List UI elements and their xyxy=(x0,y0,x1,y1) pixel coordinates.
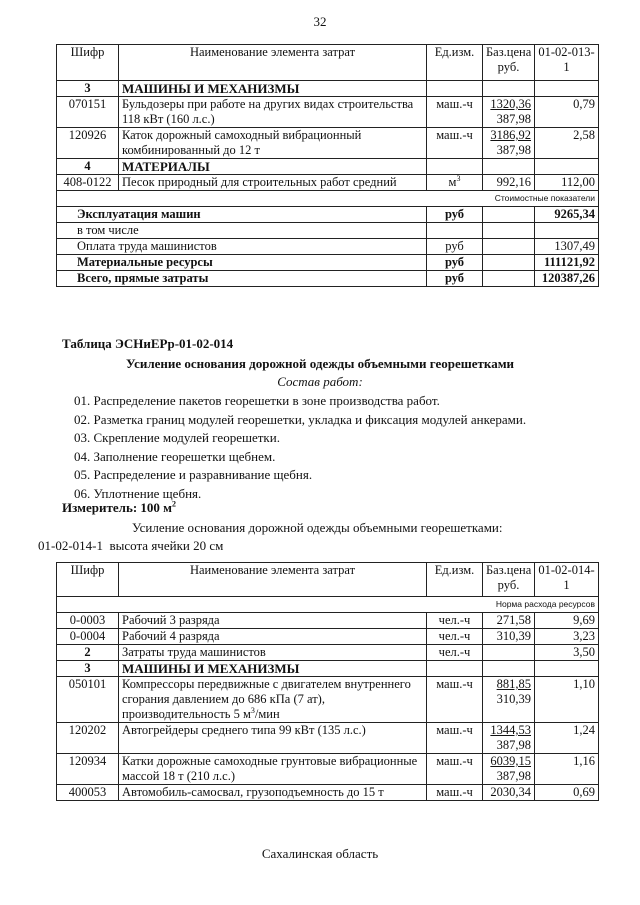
row-price: 1344,53 387,98 xyxy=(483,723,535,754)
row-name: Каток дорожный самоходный вибрационный комбинированный до 12 т xyxy=(119,128,427,159)
work-item: 03. Скрепление модулей георешетки. xyxy=(74,430,280,445)
row-value: 0,69 xyxy=(535,785,599,801)
row-price: 3186,92 387,98 xyxy=(483,128,535,159)
header-unit: Ед.изм. xyxy=(427,45,483,81)
page-number: 32 xyxy=(313,14,327,29)
total-unit: руб xyxy=(427,271,483,287)
row-value: 3,23 xyxy=(535,629,599,645)
work-item: 02. Разметка границ модулей георешетки, укладка и фиксация модулей анкерами. xyxy=(74,411,527,427)
row-code: 0-0004 xyxy=(57,629,119,645)
total-row xyxy=(57,207,599,223)
row-value: 0,79 xyxy=(535,97,599,128)
table-row xyxy=(57,677,599,723)
table-row xyxy=(57,629,599,645)
section-number: 3 xyxy=(57,661,119,677)
caption-title: Усиление основания дорожной одежды объемными георешетками: xyxy=(132,520,503,535)
work-list xyxy=(74,392,526,503)
table-title: Таблица ЭСНиЕРр-01-02-014 xyxy=(62,336,234,351)
total-label: Оплата труда машинистов xyxy=(57,239,427,255)
section-row xyxy=(57,81,599,97)
row-value: 112,00 xyxy=(535,175,599,191)
total-row xyxy=(57,223,599,239)
total-unit: руб xyxy=(427,255,483,271)
measure-unit: Измеритель: 100 $м^2$ xyxy=(62,499,177,515)
row-code: 2 xyxy=(57,645,119,661)
section-number: 4 xyxy=(57,159,119,175)
header-norm: 01-02-013-1 xyxy=(535,45,599,81)
row-unit: маш.-ч xyxy=(427,97,483,128)
row-unit: $м^3$ xyxy=(427,175,483,191)
row-value: 3,50 xyxy=(535,645,599,661)
header-unit: Ед.изм. xyxy=(427,563,483,597)
cost-table-014 xyxy=(56,562,599,801)
row-name: Рабочий 4 разряда xyxy=(119,629,427,645)
table-row xyxy=(57,97,599,128)
row-name: Затраты труда машинистов xyxy=(119,645,427,661)
row-name: Автогрейдеры среднего типа 99 кВт (135 л.с.) xyxy=(119,723,427,754)
total-label: в том числе xyxy=(57,223,427,239)
row-code: 408-0122 xyxy=(57,175,119,191)
section-title: МАШИНЫ И МЕХАНИЗМЫ xyxy=(119,81,427,97)
row-code: 070151 xyxy=(57,97,119,128)
work-item: 06. Уплотнение щебня. xyxy=(74,485,202,501)
row-code: 0-0003 xyxy=(57,613,119,629)
row-unit: маш.-ч xyxy=(427,723,483,754)
row-unit: чел.-ч xyxy=(427,629,483,645)
total-value: 111121,92 xyxy=(535,255,599,271)
row-code: 050101 xyxy=(57,677,119,723)
row-name: Песок природный для строительных работ средний xyxy=(119,175,427,191)
section-row xyxy=(57,661,599,677)
row-value: 1,24 xyxy=(535,723,599,754)
section-row xyxy=(57,159,599,175)
row-price: 1320,36 387,98 xyxy=(483,97,535,128)
work-item: 01. Распределение пакетов георешетки в зоне производства работ. xyxy=(74,393,440,408)
total-value: 1307,49 xyxy=(535,239,599,255)
row-price: 310,39 xyxy=(483,629,535,645)
norm-label: Норма расхода ресурсов xyxy=(57,597,599,613)
row-unit: маш.-ч xyxy=(427,754,483,785)
row-name: Рабочий 3 разряда xyxy=(119,613,427,629)
row-unit: маш.-ч xyxy=(427,128,483,159)
row-code: 120202 xyxy=(57,723,119,754)
table-row xyxy=(57,645,599,661)
row-price: 271,58 xyxy=(483,613,535,629)
header-code: Шифр xyxy=(57,563,119,597)
row-code: 400053 xyxy=(57,785,119,801)
total-label: Материальные ресурсы xyxy=(57,255,427,271)
table-row xyxy=(57,754,599,785)
row-code: 120926 xyxy=(57,128,119,159)
composition-label: Состав работ: xyxy=(277,374,363,389)
row-value: 9,69 xyxy=(535,613,599,629)
section-title: МАШИНЫ И МЕХАНИЗМЫ xyxy=(119,661,427,677)
row-name: Бульдозеры при работе на других видах строительства 118 кВт (160 л.с.) xyxy=(119,97,427,128)
total-row xyxy=(57,255,599,271)
row-unit: маш.-ч xyxy=(427,785,483,801)
row-value: 1,10 xyxy=(535,677,599,723)
row-unit: чел.-ч xyxy=(427,613,483,629)
table-row xyxy=(57,175,599,191)
section-number: 3 xyxy=(57,81,119,97)
row-value: 1,16 xyxy=(535,754,599,785)
cost-table-013 xyxy=(56,44,599,287)
total-row xyxy=(57,271,599,287)
row-price: 881,85 310,39 xyxy=(483,677,535,723)
table-row xyxy=(57,723,599,754)
table-row xyxy=(57,785,599,801)
table-header xyxy=(57,563,599,597)
row-price: 2030,34 xyxy=(483,785,535,801)
row-price xyxy=(483,645,535,661)
row-price: 992,16 xyxy=(483,175,535,191)
row-unit: чел.-ч xyxy=(427,645,483,661)
row-name: Компрессоры передвижные с двигателем внутреннего сгорания давлением до 686 кПа (7 ат), производительность 5 $м^3$/мин xyxy=(119,677,427,723)
total-row xyxy=(57,239,599,255)
table-header xyxy=(57,45,599,81)
table-row xyxy=(57,128,599,159)
row-value: 2,58 xyxy=(535,128,599,159)
header-price: Баз.цена руб. xyxy=(483,45,535,81)
header-norm: 01-02-014-1 xyxy=(535,563,599,597)
norm-label-row xyxy=(57,597,599,613)
work-item: 05. Распределение и разравнивание щебня. xyxy=(74,467,313,482)
total-value: 9265,34 xyxy=(535,207,599,223)
cost-indicators-row xyxy=(57,191,599,207)
page-footer: Сахалинская область xyxy=(261,846,379,861)
cost-indicators-label: Стоимостные показатели xyxy=(57,191,599,207)
header-code: Шифр xyxy=(57,45,119,81)
row-name: Автомобиль-самосвал, грузоподъемность до 15 т xyxy=(119,785,427,801)
total-label: Эксплуатация машин xyxy=(57,207,427,223)
section-title: МАТЕРИАЛЫ xyxy=(119,159,427,175)
total-unit: руб xyxy=(427,207,483,223)
row-name: Катки дорожные самоходные грунтовые вибрационные массой 18 т (210 л.с.) xyxy=(119,754,427,785)
work-item: 04. Заполнение георешетки щебнем. xyxy=(74,448,276,464)
total-label: Всего, прямые затраты xyxy=(57,271,427,287)
header-price: Баз.цена руб. xyxy=(483,563,535,597)
row-price: 6039,15 387,98 xyxy=(483,754,535,785)
header-name: Наименование элемента затрат xyxy=(119,563,427,597)
table-row xyxy=(57,613,599,629)
total-unit: руб xyxy=(427,239,483,255)
row-code: 120934 xyxy=(57,754,119,785)
header-name: Наименование элемента затрат xyxy=(119,45,427,81)
caption-code: 01-02-014-1 высота ячейки 20 см xyxy=(38,538,224,553)
row-unit: маш.-ч xyxy=(427,677,483,723)
total-value: 120387,26 xyxy=(535,271,599,287)
section-heading: Усиление основания дорожной одежды объемными георешетками xyxy=(125,356,515,371)
